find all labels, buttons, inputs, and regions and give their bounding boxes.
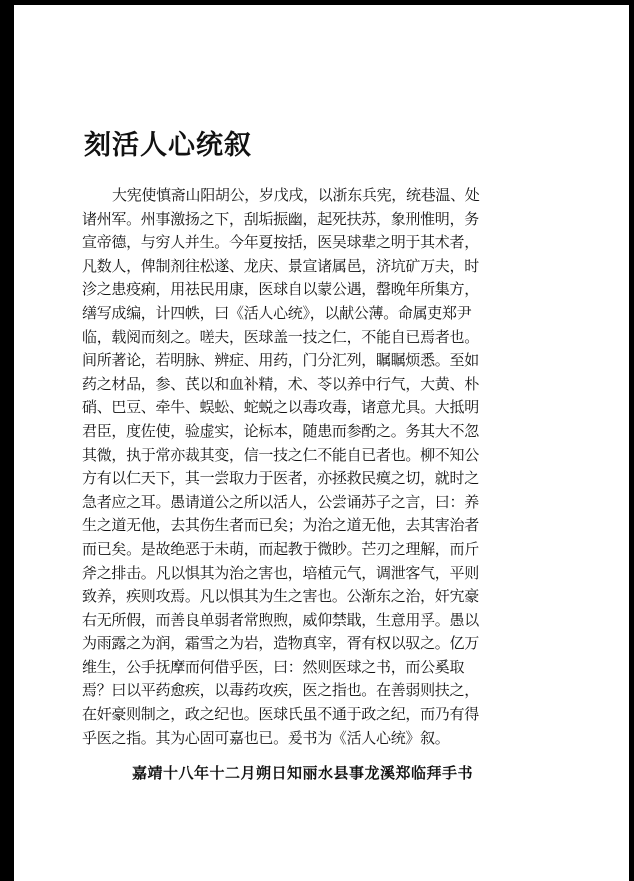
text-line: 急者应之耳。愚请道公之所以活人，公尝诵苏子之言，曰：养 [82, 492, 479, 511]
document-title: 刻活人心统叙 [84, 130, 252, 161]
text-line: 右无所假，而善良单弱者常煦煦，威仰禁戢，生意用孚。愚以 [82, 610, 479, 629]
text-line: 诸州军。州事激扬之下，刮垢振幽，起死扶苏，象刑惟明，务 [82, 209, 479, 228]
document-page [14, 5, 629, 881]
page-left-border [0, 0, 14, 881]
text-line: 临，载阅而刻之。嗟夫，医球盖一技之仁，不能自已焉者也。 [82, 327, 479, 346]
text-line: 君臣，度佐使，验虚实，论标本，随患而参酌之。务其大不忽 [82, 421, 479, 440]
text-line: 间所著论，若明脉、辨症、用药，门分汇列，瞩瞩烦悉。至如 [82, 351, 479, 370]
text-line: 大宪使慎斋山阳胡公，岁戊戌，以浙东兵宪，统巷温、处 [112, 186, 480, 204]
text-line: 药之材品，参、芪以和血补精，术、苓以养中行气，大黄、朴 [82, 374, 479, 393]
text-line: 为雨露之为润，霜雪之为岩，造物真宰，胥有权以驭之。亿万 [82, 634, 479, 653]
text-line: 宣帝德，与穷人并生。今年夏按括，医吴球辈之明于其术者， [82, 233, 479, 252]
text-line: 生之道无他，去其伤生者而已矣；为治之道无他，去其害治者 [82, 516, 479, 535]
preface-body [82, 184, 580, 750]
page-right-border [629, 0, 634, 881]
text-line: 在奸豪则制之，政之纪也。医球氏虽不通于政之纪，而乃有得 [82, 705, 479, 724]
text-line: 维生，公手抚摩而何借乎医，曰：然则医球之书，而公奚取 [82, 657, 465, 676]
signature-line: 嘉靖十八年十二月朔日知丽水县事龙溪郑临拜手书 [132, 764, 474, 782]
text-line: 方有以仁天下，其一尝取力于医者，亦拯救民瘼之切，就时之 [82, 469, 479, 488]
text-line: 乎医之指。其为心固可嘉也已。爰书为《活人心统》叙。 [82, 728, 450, 747]
text-line: 斧之排击。凡以惧其为治之害也，培植元气，调泄客气，平则 [82, 563, 479, 582]
text-line: 其微，执于常亦裁其变，信一技之仁不能自已者也。柳不知公 [82, 445, 479, 464]
text-line: 缮写成编，计四帙，曰《活人心统》，以献公薄。命属吏郑尹 [82, 303, 472, 322]
text-line: 焉？曰以平药愈疾，以毒药攻疾，医之指也。在善弱则扶之， [82, 681, 479, 700]
text-line: 而已矣。是故绝恶于未萌，而起教于微眇。芒刃之理解，而斤 [82, 539, 479, 558]
text-line: 沴之患疫痢，用祛民用康，医球自以蒙公遇，罄晚年所集方， [82, 280, 479, 299]
text-line: 硝、巴豆、牵牛、蜈蚣、蛇蜕之以毒攻毒，诸意尤具。大抵明 [82, 398, 479, 417]
text-line: 凡数人，俾制剂往松遂、龙庆、景宣诸属邑，济坑矿万夫，时 [82, 256, 479, 275]
text-line: 致养，疾则攻焉。凡以惧其为生之害也。公渐东之治，奸宄豪 [82, 587, 479, 606]
